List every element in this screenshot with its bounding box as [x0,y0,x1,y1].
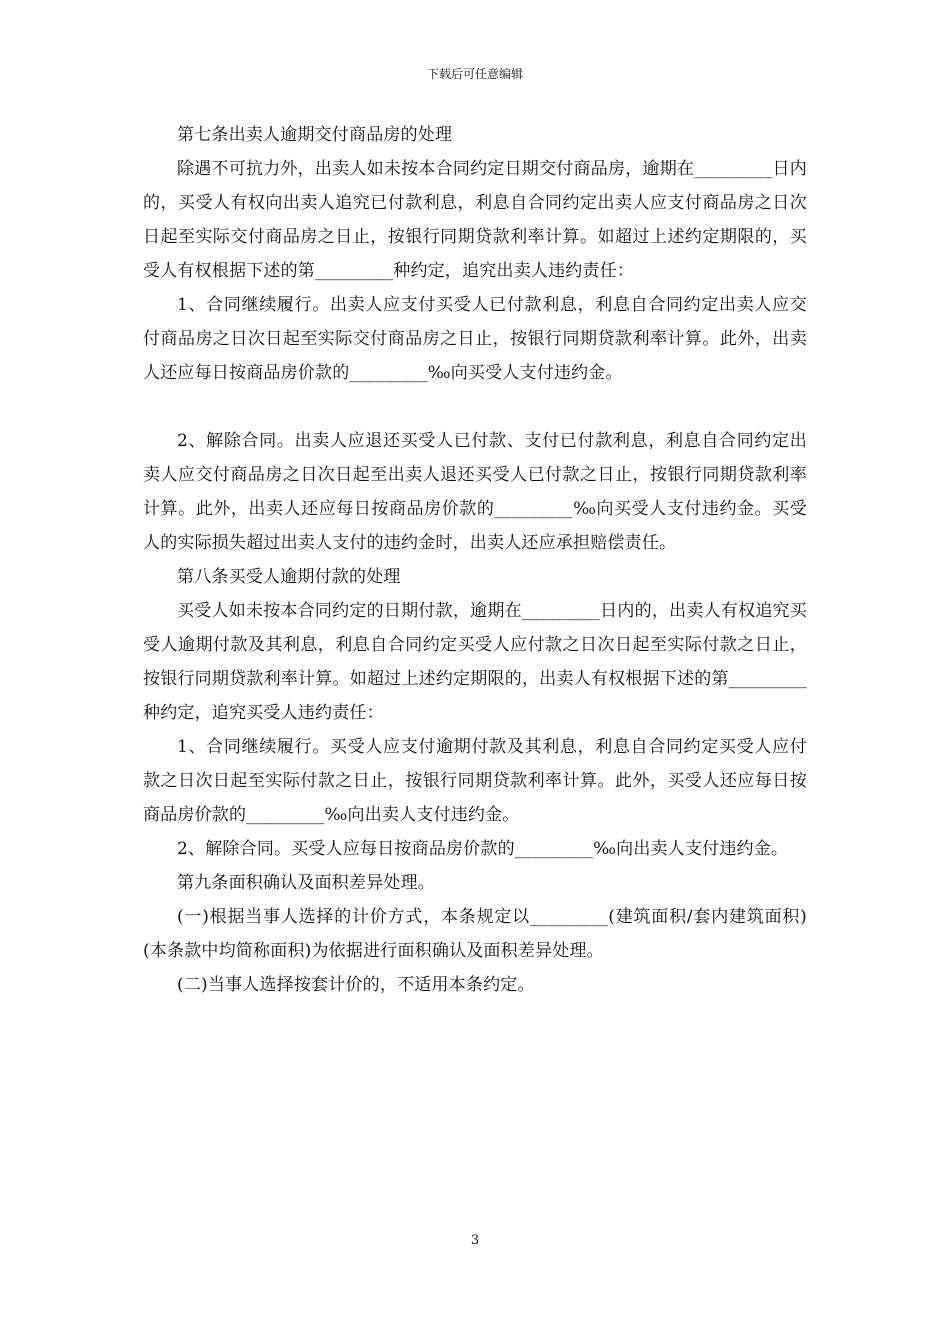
article-8-option-1: 1、合同继续履行。买受人应支付逾期付款及其利息，利息自合同约定买受人应付款之日次日起至实际付款之日止，按银行同期贷款利率计算。此外，买受人还应每日按商品房价款的_________‰向出卖人支付违约金。 [143,737,807,825]
page-header: 下载后可任意编辑 [426,67,523,81]
article-7-option-1: 1、合同继续履行。出卖人应支付买受人已付款利息，利息自合同约定出卖人应交付商品房之日次日起至实际交付商品房之日止，按银行同期贷款利率计算。此外，出卖人还应每日按商品房价款的_________‰向买受人支付违约金。 [143,295,807,383]
article-7-title: 第七条出卖人逾期交付商品房的处理 [177,125,453,145]
article-8-option-2: 2、解除合同。买受人应每日按商品房价款的_________‰向出卖人支付违约金。 [177,839,789,859]
document-body [143,118,807,1002]
article-9-clause-1: (一)根据当事人选择的计价方式，本条规定以_________(建筑面积/套内建筑面积)(本条款中均简称面积)为依据进行面积确认及面积差异处理。 [143,907,807,961]
article-8-body: 买受人如未按本合同约定的日期付款，逾期在_________日内的，出卖人有权追究买受人逾期付款及其利息，利息自合同约定买受人应付款之日次日起至实际付款之日止，按银行同期贷款利率计算。如超过上述约定期限的，出卖人有权根据下述的第_________种约定，追究买受人违约责任： [143,601,807,723]
article-8-title: 第八条买受人逾期付款的处理 [177,567,401,587]
article-7-body: 除遇不可抗力外，出卖人如未按本合同约定日期交付商品房，逾期在_________日内的，买受人有权向出卖人追究已付款利息，利息自合同约定出卖人应支付商品房之日次日起至实际交付商品房之日止，按银行同期贷款利率计算。如超过上述约定期限的，买受人有权根据下述的第_________种约定，追究出卖人违约责任： [143,159,807,281]
article-7-option-2: 2、解除合同。出卖人应退还买受人已付款、支付已付款利息，利息自合同约定出卖人应交付商品房之日次日起至出卖人退还买受人已付款之日止，按银行同期贷款利率计算。此外，出卖人还应每日按商品房价款的_________‰向买受人支付违约金。买受人的实际损失超过出卖人支付的违约金时，出卖人还应承担赔偿责任。 [143,431,807,553]
article-9-clause-2: (二)当事人选择按套计价的，不适用本条约定。 [177,975,535,995]
page-number: 3 [470,1233,480,1248]
article-9-title: 第九条面积确认及面积差异处理。 [177,873,435,893]
